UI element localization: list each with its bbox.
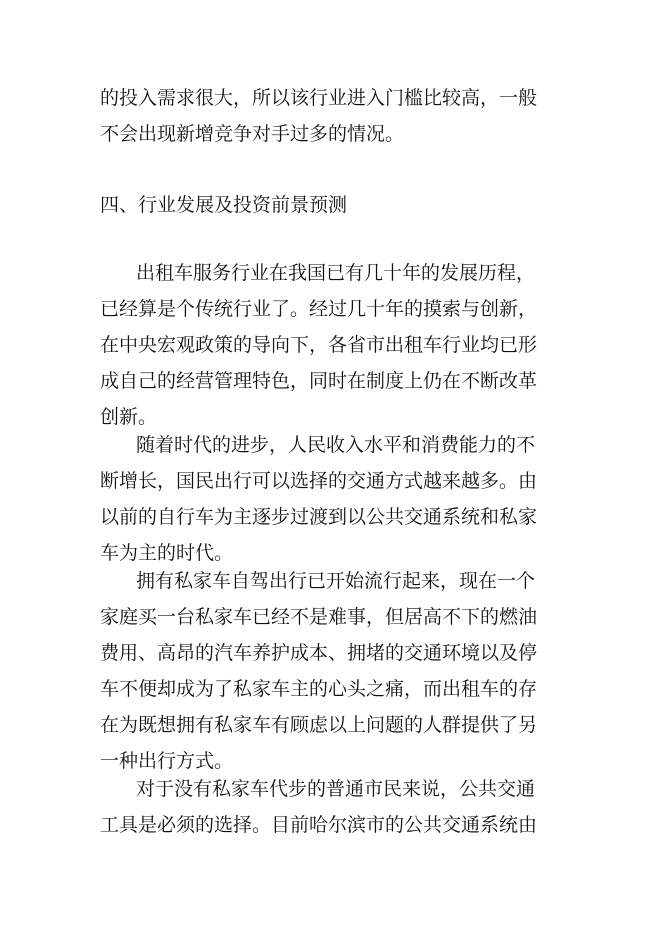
paragraph-line: 以前的自行车为主逐步过渡到以公共交通系统和私家 [100, 506, 538, 528]
paragraph-line: 在为既想拥有私家车有顾虑以上问题的人群提供了另 [100, 714, 538, 736]
paragraph-line: 成自己的经营管理特色，同时在制度上仍在不断改革 [100, 370, 538, 392]
paragraph-line: 随着时代的进步，人民收入水平和消费能力的不 [136, 434, 536, 456]
paragraph-line: 断增长，国民出行可以选择的交通方式越来越多。由 [100, 470, 538, 492]
paragraph-transport-options [100, 427, 580, 571]
paragraph-history [100, 255, 580, 435]
paragraph-line: 家庭买一台私家车已经不是难事，但居高不下的燃油 [100, 606, 538, 628]
paragraph-line: 费用、高昂的汽车养护成本、拥堵的交通环境以及停 [100, 642, 538, 664]
intro-paragraph [100, 80, 580, 152]
paragraph-line: 工具是必须的选择。目前哈尔滨市的公共交通系统由 [100, 814, 538, 836]
paragraph-line: 对于没有私家车代步的普通市民来说，公共交通 [136, 778, 536, 800]
paragraph-public-transport [100, 771, 580, 843]
paragraph-line: 创新。 [100, 406, 158, 428]
intro-line: 不会出现新增竞争对手过多的情况。 [100, 123, 405, 145]
paragraph-line: 出租车服务行业在我国已有几十年的发展历程， [136, 262, 536, 284]
paragraph-line: 已经算是个传统行业了。经过几十年的摸索与创新， [100, 298, 538, 320]
paragraph-line: 车不便却成为了私家车主的心头之痛，而出租车的存 [100, 678, 538, 700]
intro-line: 的投入需求很大，所以该行业进入门槛比较高，一般 [100, 87, 538, 109]
paragraph-line: 在中央宏观政策的导向下，各省市出租车行业均已形 [100, 334, 538, 356]
paragraph-line: 拥有私家车自驾出行已开始流行起来，现在一个 [136, 570, 536, 592]
paragraph-line: 一种出行方式。 [100, 750, 234, 772]
paragraph-line: 车为主的时代。 [100, 542, 234, 564]
paragraph-private-cars [100, 563, 580, 779]
section-heading: 四、行业发展及投资前景预测 [100, 194, 348, 216]
